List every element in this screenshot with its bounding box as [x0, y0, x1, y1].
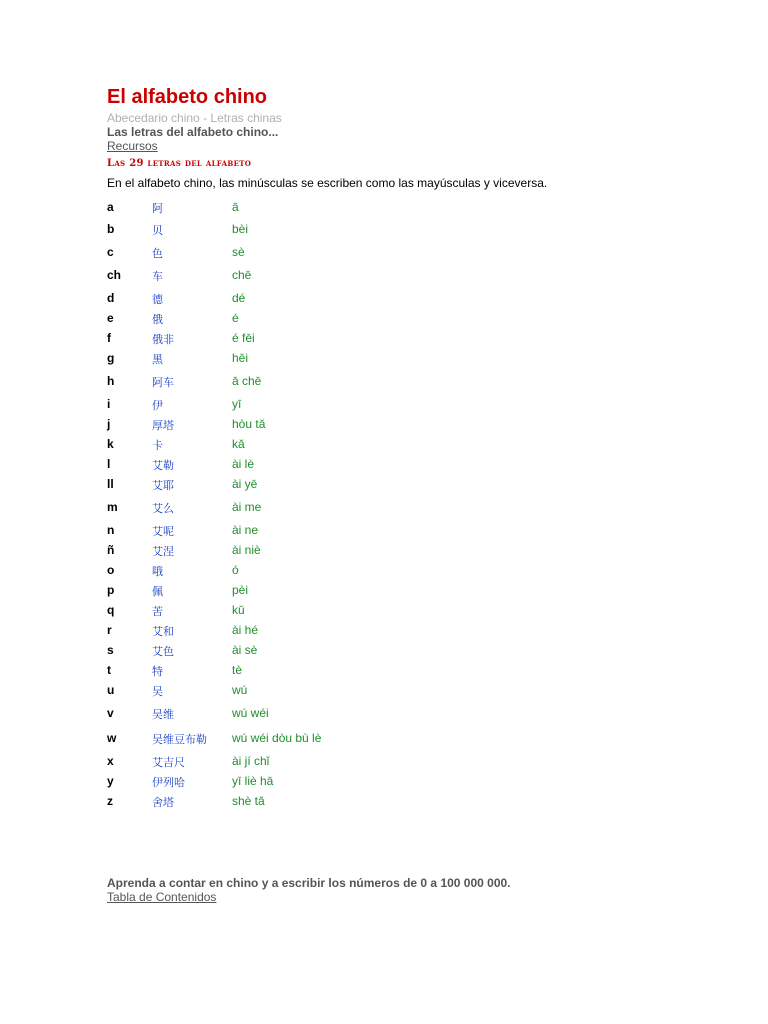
- alphabet-hanzi: 俄: [152, 313, 163, 326]
- alphabet-letter: s: [107, 643, 114, 657]
- alphabet-hanzi: 特: [152, 665, 163, 678]
- alphabet-pinyin: dé: [232, 291, 246, 305]
- alphabet-letter: ñ: [107, 543, 115, 557]
- alphabet-hanzi: 伊: [152, 399, 163, 412]
- alphabet-letter: t: [107, 663, 111, 677]
- alphabet-pinyin: tè: [232, 663, 243, 677]
- alphabet-pinyin: ài hé: [232, 623, 259, 637]
- alphabet-pinyin: yī liè hā: [232, 774, 274, 788]
- alphabet-letter: h: [107, 374, 115, 388]
- alphabet-hanzi: 舍塔: [152, 796, 174, 809]
- alphabet-row: [0, 222, 768, 238]
- alphabet-row: [0, 794, 768, 810]
- alphabet-pinyin: ài lè: [232, 457, 255, 471]
- alphabet-letter: r: [107, 623, 112, 637]
- alphabet-pinyin: shè tǎ: [232, 794, 265, 808]
- alphabet-hanzi: 艾么: [152, 502, 174, 515]
- alphabet-letter: l: [107, 457, 111, 471]
- alphabet-hanzi: 艾勒: [152, 459, 174, 472]
- alphabet-row: [0, 683, 768, 699]
- section-heading: Las 29 letras del alfabeto: [107, 158, 252, 169]
- alphabet-row: [0, 397, 768, 413]
- alphabet-letter: k: [107, 437, 114, 451]
- alphabet-pinyin: ài me: [232, 500, 262, 514]
- alphabet-row: [0, 374, 768, 390]
- alphabet-row: [0, 643, 768, 659]
- alphabet-pinyin: ā chē: [232, 374, 262, 388]
- alphabet-letter: j: [107, 417, 111, 431]
- alphabet-pinyin: hēi: [232, 351, 249, 365]
- alphabet-pinyin: ài sè: [232, 643, 258, 657]
- alphabet-letter: f: [107, 331, 111, 345]
- lead-text: Las letras del alfabeto chino...: [107, 125, 279, 139]
- alphabet-letter: e: [107, 311, 114, 325]
- alphabet-hanzi: 贝: [152, 224, 163, 237]
- alphabet-hanzi: 艾涅: [152, 545, 174, 558]
- alphabet-letter: m: [107, 500, 118, 514]
- alphabet-letter: c: [107, 245, 114, 259]
- alphabet-letter: ll: [107, 477, 114, 491]
- alphabet-row: [0, 457, 768, 473]
- alphabet-letter: w: [107, 731, 117, 745]
- alphabet-hanzi: 阿: [152, 202, 163, 215]
- alphabet-pinyin: wú wéi: [232, 706, 269, 720]
- alphabet-letter: b: [107, 222, 115, 236]
- alphabet-pinyin: hòu tǎ: [232, 417, 266, 431]
- alphabet-letter: a: [107, 200, 114, 214]
- alphabet-row: [0, 663, 768, 679]
- alphabet-pinyin: ài ne: [232, 523, 259, 537]
- alphabet-hanzi: 佩: [152, 585, 163, 598]
- alphabet-row: [0, 245, 768, 261]
- alphabet-row: [0, 774, 768, 790]
- alphabet-hanzi: 俄非: [152, 333, 174, 346]
- alphabet-row: [0, 623, 768, 639]
- alphabet-hanzi: 伊列哈: [152, 776, 185, 789]
- alphabet-hanzi: 苦: [152, 605, 163, 618]
- alphabet-row: [0, 311, 768, 327]
- alphabet-letter: i: [107, 397, 111, 411]
- alphabet-row: [0, 523, 768, 539]
- alphabet-hanzi: 厚塔: [152, 419, 174, 432]
- alphabet-hanzi: 吴维豆布勒: [152, 733, 207, 746]
- alphabet-row: [0, 603, 768, 619]
- alphabet-letter: o: [107, 563, 115, 577]
- alphabet-hanzi: 艾吉尺: [152, 756, 185, 769]
- alphabet-hanzi: 卡: [152, 439, 163, 452]
- alphabet-hanzi: 艾耶: [152, 479, 174, 492]
- alphabet-hanzi: 色: [152, 247, 163, 260]
- alphabet-letter: g: [107, 351, 115, 365]
- alphabet-row: [0, 351, 768, 367]
- alphabet-letter: v: [107, 706, 114, 720]
- alphabet-pinyin: kǔ: [232, 603, 245, 617]
- table-of-contents-link[interactable]: Tabla de Contenidos: [107, 890, 217, 904]
- alphabet-row: [0, 543, 768, 559]
- alphabet-row: [0, 706, 768, 722]
- alphabet-row: [0, 500, 768, 516]
- alphabet-row: [0, 754, 768, 770]
- alphabet-row: [0, 331, 768, 347]
- alphabet-pinyin: ā: [232, 200, 239, 214]
- alphabet-pinyin: é fēi: [232, 331, 255, 345]
- alphabet-pinyin: bèi: [232, 222, 249, 236]
- alphabet-letter: q: [107, 603, 115, 617]
- footer-text: Aprenda a contar en chino y a escribir los números de 0 a 100 000 000.: [107, 876, 511, 890]
- alphabet-letter: u: [107, 683, 115, 697]
- alphabet-hanzi: 德: [152, 293, 163, 306]
- alphabet-pinyin: kǎ: [232, 437, 245, 451]
- alphabet-row: [0, 437, 768, 453]
- alphabet-letter: ch: [107, 268, 122, 282]
- alphabet-pinyin: sè: [232, 245, 245, 259]
- alphabet-pinyin: wú wéi dòu bù lè: [232, 731, 322, 745]
- alphabet-pinyin: ài yē: [232, 477, 258, 491]
- alphabet-row: [0, 417, 768, 433]
- alphabet-row: [0, 291, 768, 307]
- alphabet-letter: x: [107, 754, 114, 768]
- alphabet-pinyin: chē: [232, 268, 252, 282]
- alphabet-hanzi: 黑: [152, 353, 163, 366]
- alphabet-row: [0, 200, 768, 216]
- alphabet-hanzi: 车: [152, 270, 163, 283]
- alphabet-hanzi: 哦: [152, 565, 163, 578]
- alphabet-pinyin: yī: [232, 397, 242, 411]
- alphabet-pinyin: ài jí chǐ: [232, 754, 270, 768]
- alphabet-row: [0, 477, 768, 493]
- alphabet-pinyin: wú: [232, 683, 248, 697]
- alphabet-hanzi: 阿车: [152, 376, 174, 389]
- alphabet-letter: y: [107, 774, 114, 788]
- page-title: El alfabeto chino: [107, 86, 268, 108]
- alphabet-letter: n: [107, 523, 115, 537]
- alphabet-pinyin: ó: [232, 563, 239, 577]
- alphabet-hanzi: 艾呢: [152, 525, 174, 538]
- alphabet-letter: d: [107, 291, 115, 305]
- alphabet-row: [0, 731, 768, 747]
- alphabet-hanzi: 吴: [152, 685, 163, 698]
- resources-link[interactable]: Recursos: [107, 139, 158, 153]
- alphabet-pinyin: ài niè: [232, 543, 261, 557]
- alphabet-pinyin: é: [232, 311, 239, 325]
- alphabet-row: [0, 563, 768, 579]
- alphabet-hanzi: 艾和: [152, 625, 174, 638]
- alphabet-hanzi: 吴维: [152, 708, 174, 721]
- alphabet-letter: p: [107, 583, 115, 597]
- intro-text: En el alfabeto chino, las minúsculas se escriben como las mayúsculas y viceversa.: [107, 176, 548, 190]
- alphabet-hanzi: 艾色: [152, 645, 174, 658]
- alphabet-row: [0, 268, 768, 284]
- alphabet-row: [0, 583, 768, 599]
- page-subtitle: Abecedario chino - Letras chinas: [107, 111, 282, 125]
- alphabet-letter: z: [107, 794, 113, 808]
- alphabet-pinyin: pèi: [232, 583, 249, 597]
